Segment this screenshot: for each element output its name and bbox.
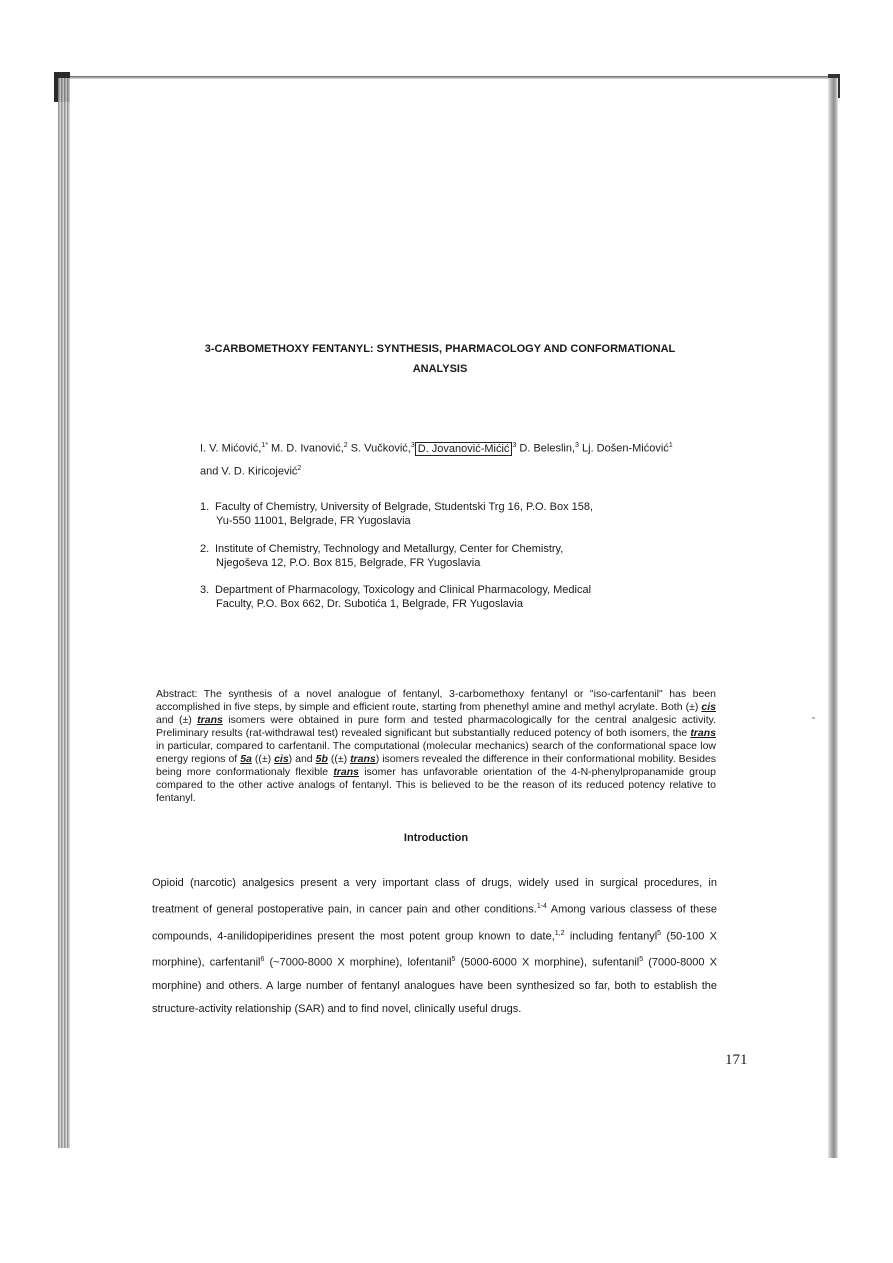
abstract-emphasis: cis xyxy=(274,753,289,765)
intro-text: (5000-6000 X morphine), sufentanil xyxy=(455,956,640,969)
abstract-text: ((±) xyxy=(251,753,275,765)
affiliation-1 xyxy=(200,500,660,528)
intro-text: including fentanyl xyxy=(564,930,658,943)
title-line-2: ANALYSIS xyxy=(412,363,468,375)
author-name: I. V. Mićović, xyxy=(200,442,262,455)
abstract-emphasis: trans xyxy=(690,727,716,739)
compound-label: 5b xyxy=(315,753,328,765)
abstract-emphasis: trans xyxy=(350,753,376,765)
author-name: M. D. Ivanović, xyxy=(267,442,344,455)
page-number: 171 xyxy=(725,1052,748,1068)
affiliation-2 xyxy=(200,542,660,570)
abstract-text: Abstract: The synthesis of a novel analogue of fentanyl, 3-carbomethoxy fentanyl or "iso-carfentanil" has been accomplished in five steps, by simple and efficient route, starting from phenethyl amine and methyl acrylate. Both (±) xyxy=(156,688,716,713)
author-line-1 xyxy=(200,436,740,459)
abstract-text: ) and xyxy=(288,753,316,765)
citation-sup: 5 xyxy=(451,956,456,964)
affiliation-line: Njegoševa 12, P.O. Box 815, Belgrade, FR Yugoslavia xyxy=(216,557,481,569)
introduction-paragraph xyxy=(152,872,717,1021)
abstract-text: isomers were obtained in pure form and tested pharmacologically for the central analgesic activity. Preliminary results (rat-withdrawal test) revealed significant but substantially reduced potency of both isomers, the xyxy=(156,714,716,739)
author-affil-sup: 1 xyxy=(668,442,673,449)
affiliation-line: Faculty of Chemistry, University of Belgrade, Studentski Trg 16, P.O. Box 158, xyxy=(215,501,594,513)
affiliation-3 xyxy=(200,583,660,611)
citation-sup: 5 xyxy=(657,929,662,937)
intro-text: (50-100 X morphine), carfentanil xyxy=(152,930,718,969)
title-line-1: 3-CARBOMETHOXY FENTANYL: SYNTHESIS, PHARMACOLOGY AND CONFORMATIONAL xyxy=(204,343,676,355)
scan-edge-top xyxy=(58,76,838,79)
affiliation-line: Faculty, P.O. Box 662, Dr. Subotića 1, Belgrade, FR Yugoslavia xyxy=(216,598,523,610)
author-line-2 xyxy=(200,459,740,482)
compound-label: 5a xyxy=(240,753,252,765)
intro-text: (7000-8000 X morphine) and others. A large number of fentanyl analogues have been synthesized so far, both to establish the structure-activity relationship (SAR) and to find novel, clinically useful drugs. xyxy=(152,956,718,1015)
affiliation-number: 3. xyxy=(200,584,210,596)
citation-sup: 6 xyxy=(260,956,265,964)
author-affil-sup: 3 xyxy=(410,442,415,449)
author-affil-sup: 1* xyxy=(261,442,268,449)
affiliation-line: Department of Pharmacology, Toxicology and Clinical Pharmacology, Medical xyxy=(215,584,592,596)
author-affil-sup: 2 xyxy=(297,464,302,472)
scan-edge-left xyxy=(58,78,70,1148)
intro-text: (~7000-8000 X morphine), lofentanil xyxy=(264,956,452,969)
scan-edge-right xyxy=(828,78,838,1158)
author-name: S. Vučković, xyxy=(347,442,411,455)
affiliation-number: 2. xyxy=(200,543,210,555)
citation-sup: 5 xyxy=(639,956,644,964)
abstract-emphasis: cis xyxy=(701,701,716,713)
intro-text: Among various classess of these compounds, 4-anilidopiperidines present the most potent group known to date, xyxy=(152,903,717,943)
abstract-text: in particular, compared to carfentanil. The computational (molecular mechanics) search of the conformational space low energy regions of xyxy=(156,740,716,765)
section-heading: Introduction xyxy=(403,832,469,844)
affiliation-line: Yu-550 11001, Belgrade, FR Yugoslavia xyxy=(216,515,411,527)
author-affil-sup: 2 xyxy=(343,442,348,449)
affiliation-number: 1. xyxy=(200,501,210,513)
abstract-text: ) isomers revealed the difference in their conformational mobility. Besides being more conformationaly flexible xyxy=(156,753,716,778)
paper-title xyxy=(180,339,700,379)
intro-text: Opioid (narcotic) analgesics present a very important class of drugs, widely used in surgical procedures, in treatment of general postoperative pain, in cancer pain and other conditions. xyxy=(152,877,717,916)
affiliation-line: Institute of Chemistry, Technology and Metallurgy, Center for Chemistry, xyxy=(215,543,564,555)
author-name-boxed: D. Jovanović-Mićić xyxy=(415,442,513,456)
author-list xyxy=(200,436,740,481)
author-name: and V. D. Kiricojević xyxy=(200,465,298,478)
abstract-text: isomer has unfavorable orientation of the 4-N-phenylpropanamide group compared to the other active analogs of fentanyl. This is believed to be the reason of its reduced potency relative to fentanyl. xyxy=(156,766,716,804)
scan-speck xyxy=(812,717,815,719)
abstract-text: and (±) xyxy=(156,714,198,726)
author-name: Lj. Došen-Mićović xyxy=(578,442,669,455)
author-name: D. Beleslin, xyxy=(516,442,576,455)
abstract xyxy=(156,688,716,805)
author-affil-sup: 3 xyxy=(512,442,517,449)
citation-sup: 1-4 xyxy=(536,903,547,910)
abstract-emphasis: trans xyxy=(333,766,359,778)
abstract-emphasis: trans xyxy=(197,714,223,726)
citation-sup: 1,2 xyxy=(554,929,565,937)
author-affil-sup: 3 xyxy=(575,442,579,449)
abstract-text: ((±) xyxy=(327,753,351,765)
